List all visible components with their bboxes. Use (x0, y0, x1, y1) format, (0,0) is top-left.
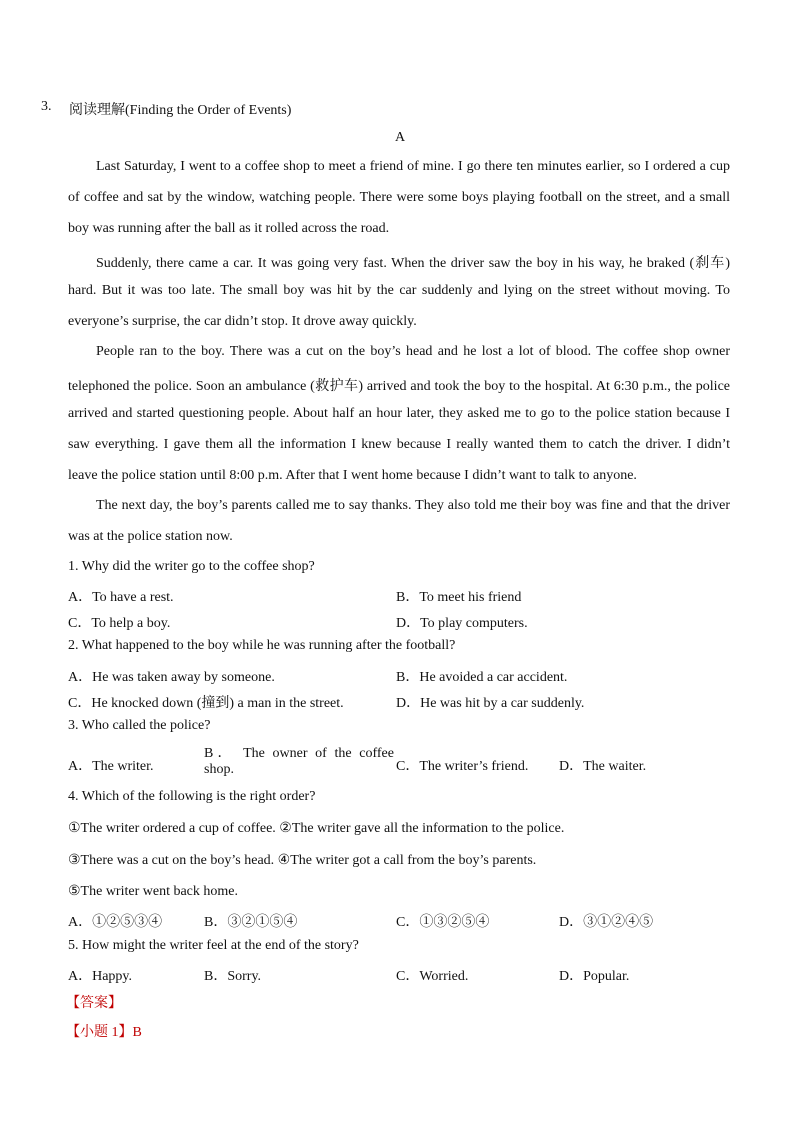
section-title: 阅读理解(Finding the Order of Events) (69, 103, 292, 118)
option-b[interactable]: B．To meet his friend (396, 590, 522, 605)
passage-line: arrived and started questioning people. About half an hour later, they asked me to go to the police station because I (68, 406, 730, 421)
passage-line: of coffee and sat by the window, watching people. There were some boys playing football on the street, and a small (68, 190, 730, 205)
option-c[interactable]: C．He knocked down (撞到) a man in the street. (68, 696, 344, 711)
question-stem: 1. Why did the writer go to the coffee shop? (68, 559, 315, 574)
event-list-line-3: ⑤The writer went back home. (68, 884, 238, 899)
question-stem: 5. How might the writer feel at the end of the story? (68, 938, 359, 953)
passage-line: telephoned the police. Soon an ambulance (救护车) arrived and took the boy to the hospital. At 6:30 p.m., the police (68, 379, 730, 394)
option-d[interactable]: D．Popular. (559, 969, 630, 984)
event-list-line-1: ①The writer ordered a cup of coffee. ②The writer gave all the information to the police. (68, 821, 565, 836)
option-b-line-2: shop. (204, 762, 234, 777)
passage-line: everyone’s surprise, the car didn’t stop. It drove away quickly. (68, 314, 417, 329)
answer-label: 【答案】 (66, 996, 122, 1011)
event-list-line-2: ③There was a cut on the boy’s head. ④The writer got a call from the boy’s parents. (68, 853, 537, 868)
option-c[interactable]: C．Worried. (396, 969, 469, 984)
question-number: 3. (41, 99, 52, 114)
option-d[interactable]: D．He was hit by a car suddenly. (396, 696, 585, 711)
option-c[interactable]: C．To help a boy. (68, 616, 171, 631)
option-b[interactable] (204, 746, 394, 778)
option-c[interactable]: C．The writer’s friend. (396, 759, 529, 774)
answer-q1: 【小题 1】B (66, 1025, 142, 1040)
option-d[interactable]: D．The waiter. (559, 759, 647, 774)
option-c[interactable]: C．①③②⑤④ (396, 915, 490, 930)
option-a[interactable]: A．Happy. (68, 969, 133, 984)
option-b[interactable]: B．③②①⑤④ (204, 915, 298, 930)
question-stem: 2. What happened to the boy while he was running after the football? (68, 638, 456, 653)
passage-line: boy was running after the ball as it rolled across the road. (68, 221, 390, 236)
option-a[interactable]: A．He was taken away by someone. (68, 670, 275, 685)
passage-line: The next day, the boy’s parents called me to say thanks. They also told me their boy was fine and that the driver (96, 498, 730, 513)
passage-line: hard. But it was too late. The small boy was hit by the car suddenly and lying on the street without moving. To (68, 283, 730, 298)
option-b[interactable]: B．Sorry. (204, 969, 262, 984)
option-a[interactable]: A．To have a rest. (68, 590, 174, 605)
option-d[interactable]: D．③①②④⑤ (559, 915, 654, 930)
passage-line: leave the police station until 8:00 p.m. After that I went home because I didn’t want to talk to anyone. (68, 468, 637, 483)
option-b[interactable]: B．He avoided a car accident. (396, 670, 568, 685)
passage-line: saw everything. I gave them all the information I knew because I really wanted them to catch the driver. I didn’t (68, 437, 730, 452)
option-a[interactable]: A．①②⑤③④ (68, 915, 163, 930)
question-stem: 3. Who called the police? (68, 718, 211, 733)
passage-line: was at the police station now. (68, 529, 233, 544)
option-b-line-1: B． The owner of the coffee (204, 746, 394, 761)
passage-line: People ran to the boy. There was a cut on the boy’s head and he lost a lot of blood. The coffee shop owner (96, 344, 730, 359)
passage-line: Suddenly, there came a car. It was going very fast. When the driver saw the boy in his way, he braked (刹车) (96, 256, 730, 271)
option-a[interactable]: A．The writer. (68, 759, 154, 774)
option-d[interactable]: D．To play computers. (396, 616, 528, 631)
passage-label: A (394, 130, 406, 145)
passage-line: Last Saturday, I went to a coffee shop to meet a friend of mine. I go there ten minutes earlier, so I ordered a cup (96, 159, 730, 174)
question-stem: 4. Which of the following is the right order? (68, 789, 316, 804)
